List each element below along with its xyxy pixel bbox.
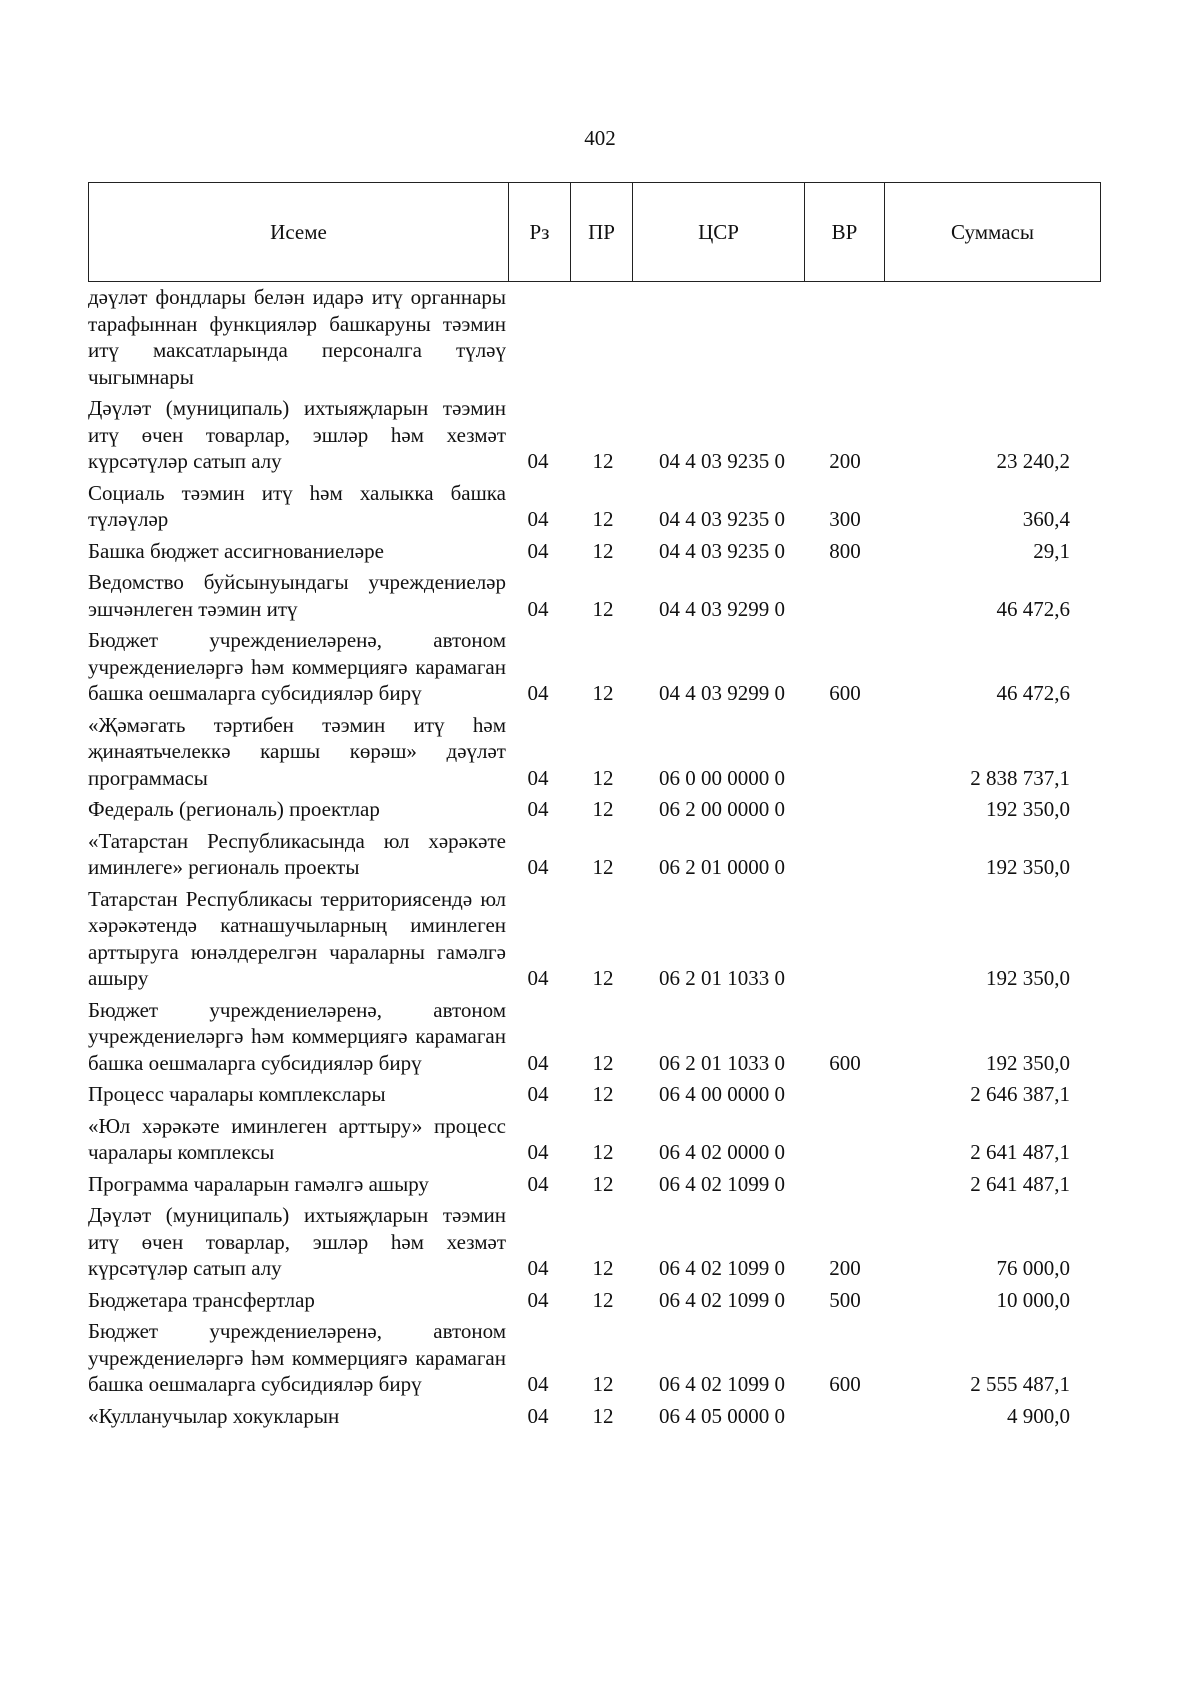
cell-vr (806, 1403, 884, 1430)
cell-pr: 12 (592, 596, 614, 621)
cell-sum (884, 364, 1076, 391)
cell-vr: 600 (829, 1372, 861, 1396)
cell-rz: 04 (527, 1140, 549, 1164)
column-header-rz: Рз (509, 183, 571, 282)
cell-pr: 12 (592, 449, 614, 473)
cell-sum: 192 350,0 (986, 966, 1070, 990)
cell-vr (806, 854, 884, 881)
cell-sum: 192 350,0 (986, 797, 1070, 821)
cell-csr: 06 4 02 1099 0 (659, 1171, 785, 1196)
cell-sum: 46 472,6 (996, 681, 1070, 705)
cell-name: Ведомство буйсынуындагы учреждениеләр эшчәнлеген тәэмин итү (88, 570, 506, 621)
cell-rz: 04 (527, 1171, 549, 1196)
cell-sum: 29,1 (1033, 538, 1070, 563)
table-row (88, 712, 1100, 792)
cell-sum: 76 000,0 (996, 1256, 1070, 1280)
cell-vr: 200 (829, 1256, 861, 1280)
cell-rz: 04 (527, 1050, 549, 1075)
cell-name: Федераль (региональ) проектлар (88, 797, 380, 821)
table-row (88, 627, 1100, 707)
cell-name: «Җәмәгать тәртибен тәэмин итү һәм җинаятьчелеккә каршы көрәш» дәүләт программасы (88, 712, 506, 790)
cell-pr: 12 (592, 797, 614, 821)
cell-vr (806, 1139, 884, 1166)
cell-csr: 06 4 02 1099 0 (659, 1372, 785, 1396)
cell-rz: 04 (527, 596, 549, 621)
cell-pr: 12 (592, 1050, 614, 1075)
cell-vr: 600 (829, 681, 861, 705)
cell-csr: 04 4 03 9299 0 (659, 681, 785, 705)
cell-rz: 04 (527, 1256, 549, 1280)
cell-name: Бюджет учреждениеләренә, автоном учреждениеләргә һәм коммерциягә карамаган башка оешмаларга субсидияләр бирү (88, 628, 506, 705)
cell-csr: 06 2 01 0000 0 (659, 855, 785, 879)
cell-pr (568, 364, 638, 391)
cell-csr: 06 4 00 0000 0 (659, 1082, 785, 1106)
cell-pr: 12 (592, 1372, 614, 1396)
table-row (88, 1287, 1100, 1314)
cell-sum: 4 900,0 (1007, 1403, 1070, 1428)
cell-name: Дәүләт (муниципаль) ихтыяҗларын тәэмин итү өчен товарлар, эшләр һәм хезмәт күрсәтүләр сатып алу (88, 396, 506, 473)
table-row (88, 1202, 1100, 1282)
cell-pr: 12 (592, 1140, 614, 1164)
cell-name: Программа чараларын гамәлгә ашыру (88, 1171, 429, 1196)
cell-csr: 04 4 03 9235 0 (659, 449, 785, 473)
cell-rz: 04 (527, 1287, 549, 1312)
cell-name: дәүләт фондлары белән идарә итү органнары тарафыннан функцияләр башкаруны тәэмин итү максатларында персоналга түләү чыгымнары (88, 285, 506, 389)
cell-rz: 04 (527, 507, 549, 531)
table-row (88, 538, 1100, 565)
cell-rz: 04 (527, 797, 549, 821)
table-header (88, 182, 1101, 282)
cell-sum: 2 641 487,1 (970, 1171, 1070, 1196)
cell-csr: 06 2 00 0000 0 (659, 797, 785, 821)
cell-pr: 12 (592, 1403, 614, 1428)
cell-pr: 12 (592, 1256, 614, 1280)
cell-csr: 06 4 02 1099 0 (659, 1287, 785, 1312)
table-row (88, 1171, 1100, 1198)
table-row (88, 997, 1100, 1077)
cell-csr: 06 2 01 1033 0 (659, 966, 785, 990)
cell-csr (638, 364, 806, 391)
cell-name: «Татарстан Республикасында юл хәрәкәте иминлеге» региональ проекты (88, 828, 506, 879)
cell-pr: 12 (592, 1082, 614, 1106)
cell-csr: 06 4 02 0000 0 (659, 1140, 785, 1164)
cell-name: Социаль тәэмин итү һәм халыкка башка түләүләр (88, 480, 506, 531)
cell-sum: 192 350,0 (986, 1050, 1070, 1075)
cell-pr: 12 (592, 681, 614, 705)
cell-rz: 04 (527, 681, 549, 705)
cell-sum: 2 641 487,1 (970, 1140, 1070, 1164)
cell-vr (806, 596, 884, 623)
cell-rz (508, 364, 568, 391)
table-row (88, 569, 1100, 622)
cell-vr (806, 364, 884, 391)
table-row (88, 796, 1100, 823)
column-header-pr: ПР (571, 183, 633, 282)
column-header-vr: ВР (805, 183, 885, 282)
cell-name: Бюджет учреждениеләренә, автоном учреждениеләргә һәм коммерциягә карамаган башка оешмаларга субсидияләр бирү (88, 1319, 506, 1396)
table-row (88, 886, 1100, 992)
cell-csr: 04 4 03 9235 0 (659, 507, 785, 531)
cell-vr (806, 965, 884, 992)
cell-vr (806, 1081, 884, 1108)
cell-name: «Юл хәрәкәте иминлеген арттыру» процесс чаралары комплексы (88, 1113, 506, 1164)
table-row (88, 395, 1100, 475)
cell-pr: 12 (592, 855, 614, 879)
cell-rz: 04 (527, 1082, 549, 1106)
cell-vr: 300 (829, 507, 861, 531)
cell-pr: 12 (592, 966, 614, 990)
cell-sum: 23 240,2 (996, 449, 1070, 473)
column-header-csr: ЦСР (633, 183, 805, 282)
cell-sum: 2 555 487,1 (970, 1372, 1070, 1396)
cell-name: Дәүләт (муниципаль) ихтыяҗларын тәэмин итү өчен товарлар, эшләр һәм хезмәт күрсәтүләр сатып алу (88, 1203, 506, 1280)
cell-sum: 192 350,0 (986, 855, 1070, 879)
cell-csr: 06 4 02 1099 0 (659, 1256, 785, 1280)
cell-vr (806, 1171, 884, 1198)
cell-sum: 46 472,6 (996, 596, 1070, 621)
cell-rz: 04 (527, 855, 549, 879)
cell-sum: 10 000,0 (996, 1287, 1070, 1312)
cell-csr: 04 4 03 9235 0 (659, 538, 785, 563)
column-header-name: Исеме (89, 183, 509, 282)
cell-vr: 200 (829, 449, 861, 473)
cell-pr: 12 (592, 507, 614, 531)
cell-name: «Кулланучылар хокукларын (88, 1403, 340, 1428)
table-row (88, 1081, 1100, 1108)
cell-vr (806, 765, 884, 792)
cell-name: Бюджетара трансфертлар (88, 1287, 315, 1312)
cell-name: Башка бюджет ассигнованиеләре (88, 538, 384, 563)
table-body (88, 284, 1100, 1434)
table-row (88, 1318, 1100, 1398)
column-header-sum: Суммасы (885, 183, 1101, 282)
cell-csr: 06 2 01 1033 0 (659, 1050, 785, 1075)
cell-rz: 04 (527, 765, 549, 790)
table-row (88, 1113, 1100, 1166)
cell-vr: 600 (829, 1050, 861, 1075)
cell-vr: 800 (829, 538, 861, 563)
cell-sum: 2 646 387,1 (970, 1082, 1070, 1106)
cell-csr: 06 0 00 0000 0 (659, 765, 785, 790)
cell-name: Бюджет учреждениеләренә, автоном учреждениеләргә һәм коммерциягә карамаган башка оешмаларга субсидияләр бирү (88, 997, 506, 1075)
cell-rz: 04 (527, 1403, 549, 1428)
cell-pr: 12 (592, 765, 614, 790)
table-row (88, 284, 1100, 390)
cell-sum: 360,4 (1022, 507, 1070, 531)
cell-name: Процесс чаралары комплекслары (88, 1082, 386, 1106)
cell-vr: 500 (829, 1287, 861, 1312)
cell-rz: 04 (527, 1372, 549, 1396)
cell-csr: 06 4 05 0000 0 (659, 1403, 785, 1428)
table-row (88, 1403, 1100, 1430)
cell-rz: 04 (527, 449, 549, 473)
cell-pr: 12 (592, 538, 614, 563)
cell-rz: 04 (527, 966, 549, 990)
cell-name: Татарстан Республикасы территориясендә юл хәрәкәтендә катнашучыларның иминлеген арттыруга юнәлдерелгән чараларны гамәлгә ашыру (88, 886, 506, 990)
table-row (88, 828, 1100, 881)
cell-pr: 12 (592, 1171, 614, 1196)
cell-rz: 04 (527, 538, 549, 563)
page-number: 402 (584, 126, 616, 150)
cell-csr: 04 4 03 9299 0 (659, 596, 785, 621)
cell-sum: 2 838 737,1 (970, 765, 1070, 790)
cell-pr: 12 (592, 1287, 614, 1312)
cell-vr (806, 796, 884, 823)
table-row (88, 480, 1100, 533)
